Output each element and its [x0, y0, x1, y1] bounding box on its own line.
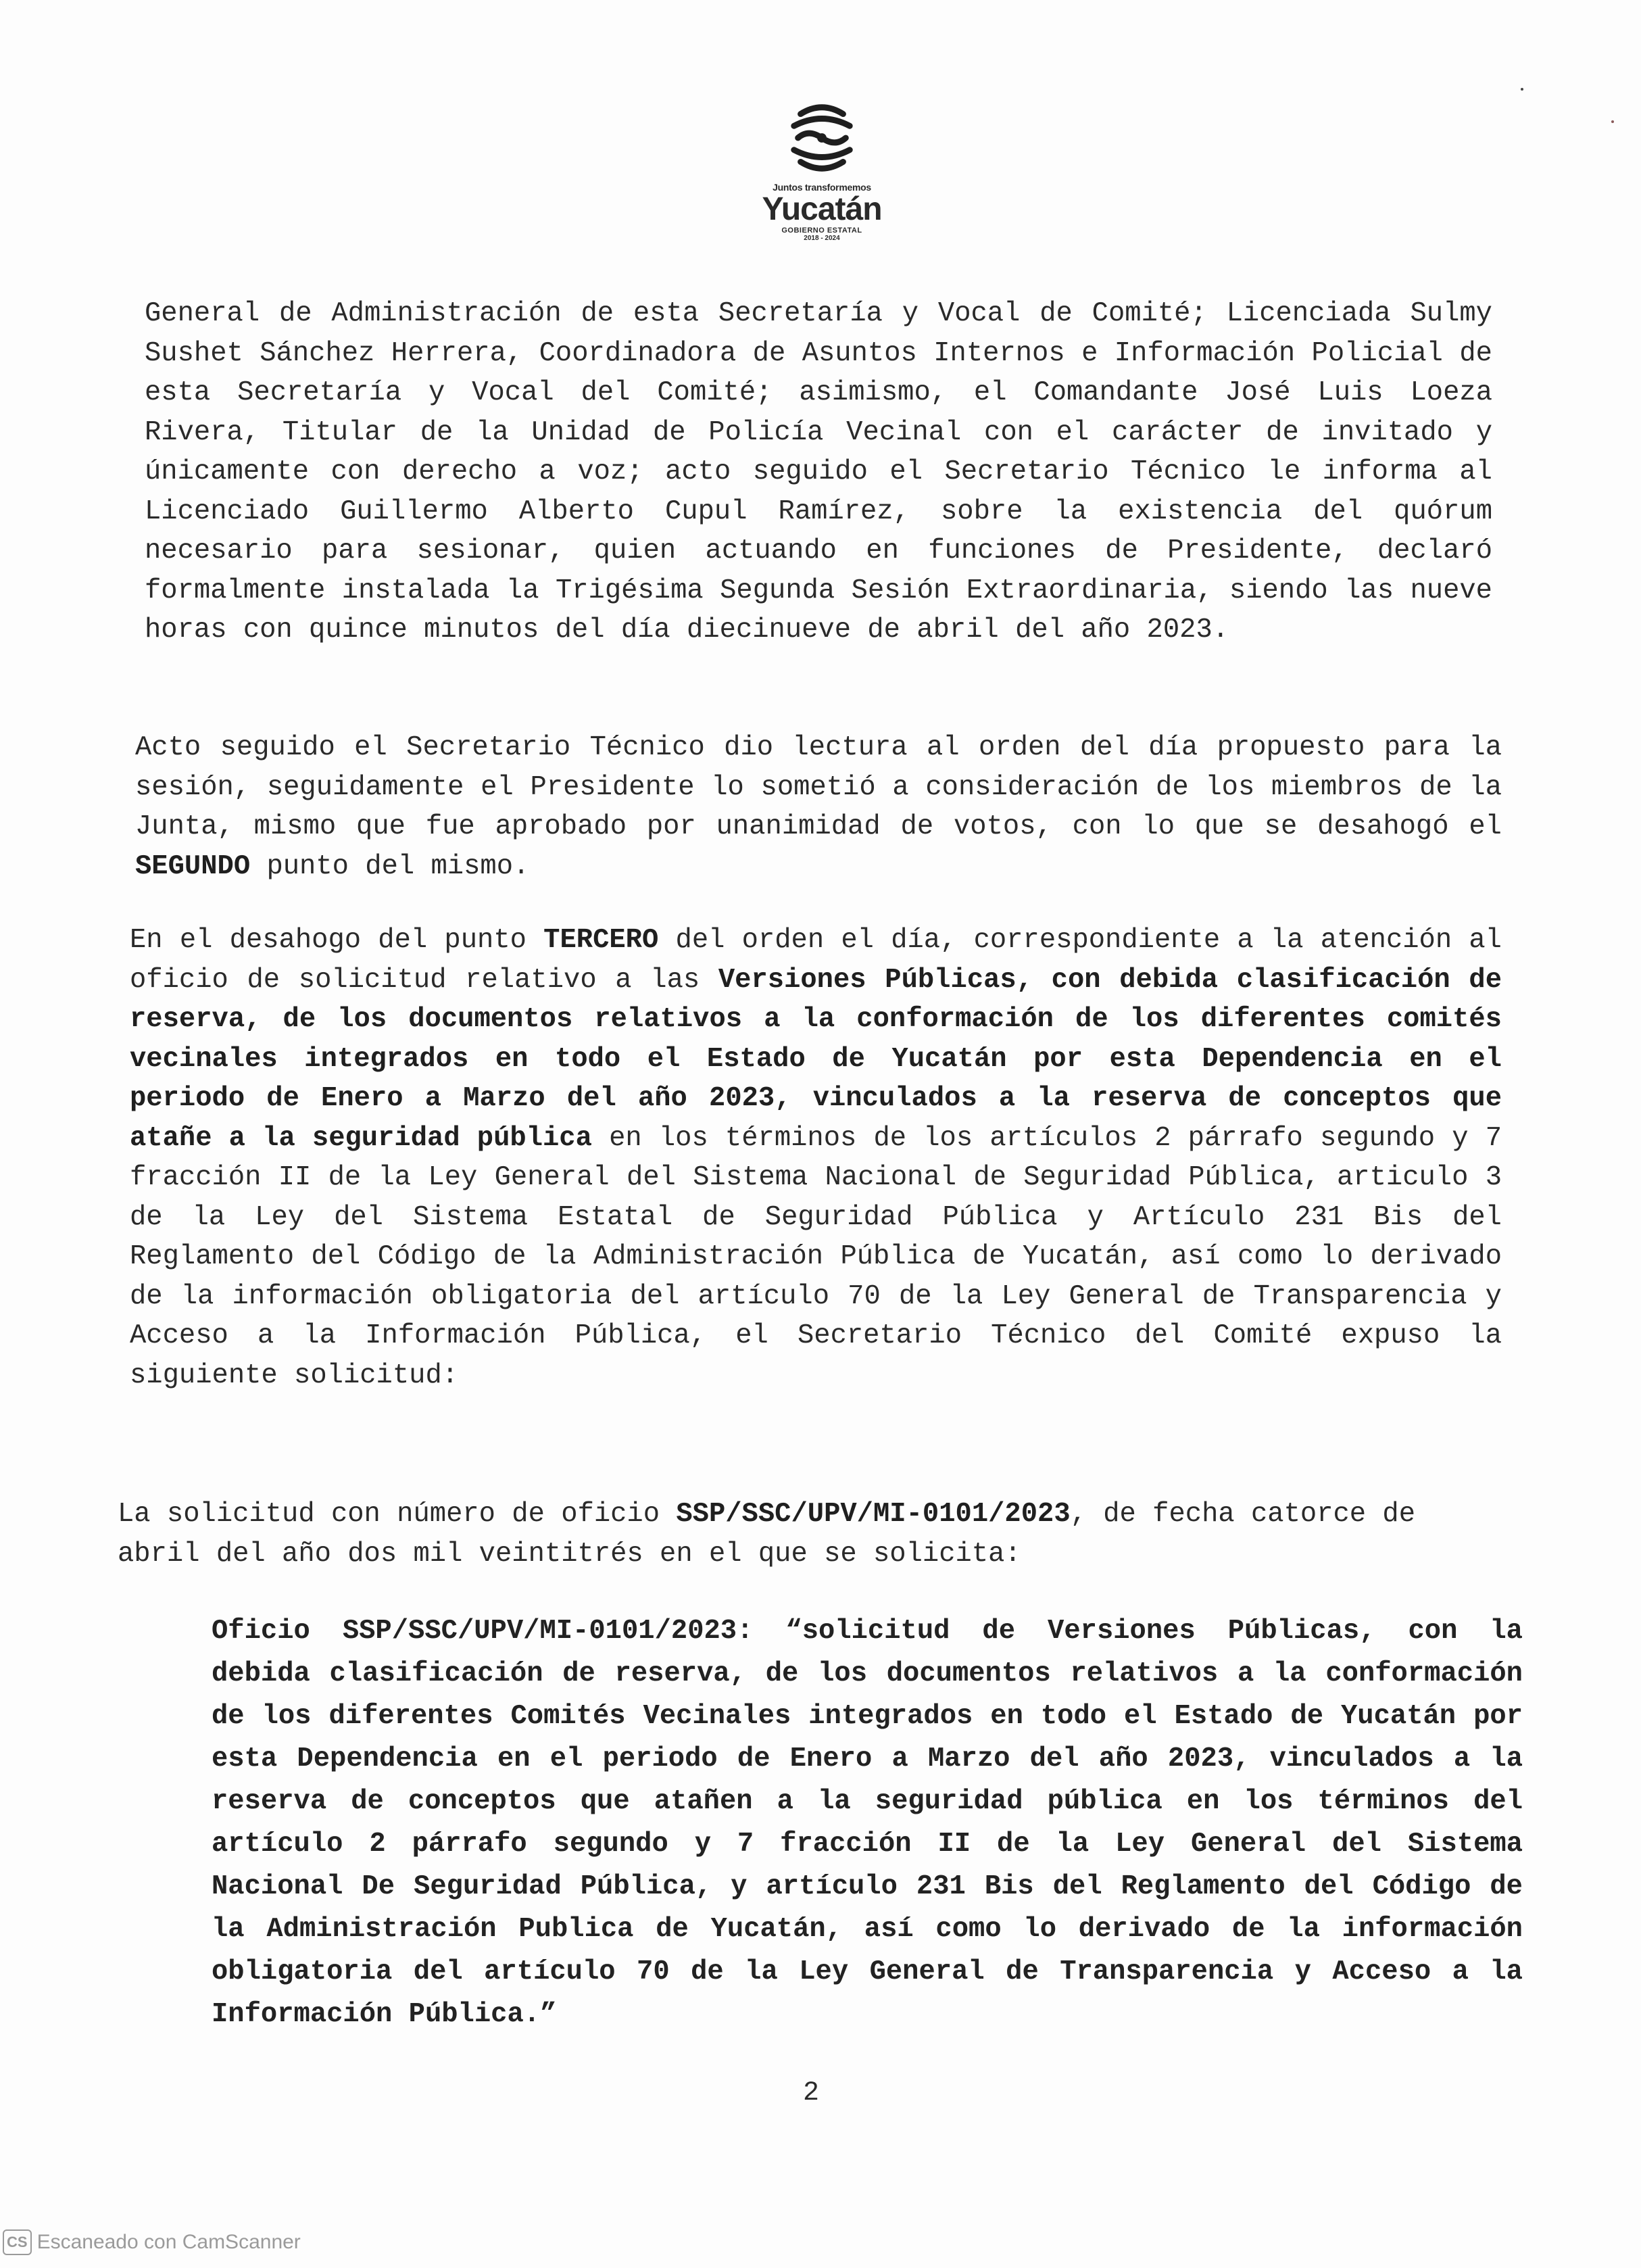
paragraph-text: La solicitud con número de oficio	[118, 1499, 677, 1530]
paragraph-text: punto del mismo.	[250, 850, 530, 882]
logo-government-label: GOBIERNO ESTATAL	[781, 226, 862, 235]
logo-years: 2018 - 2024	[804, 235, 840, 242]
paragraph-request	[118, 1495, 1502, 1574]
quote-text: Oficio SSP/SSC/UPV/MI-0101/2023: “solicitud de Versiones Públicas, con la debida clasificación de reserva, de los documentos relativos a la conformación de los diferentes Comités Vecinales integrados en todo el Estado de Yucatán por esta Dependencia en el periodo de Enero a Marzo del año 2023, vinculados a la reserva de conceptos que atañen a la seguridad pública en los términos del artículo 2 párrafo segundo y 7 fracción II de la Ley General del Sistema Nacional De Seguridad Pública, y artículo 231 Bis del Reglamento del Código de la Administración Publica de Yucatán, así como lo derivado de la información obligatoria del artículo 70 de la Ley General de Transparencia y Acceso a la Información Pública.”	[212, 1616, 1523, 2030]
paragraph-text: en los términos de los artículos 2 párrafo segundo y 7 fracción II de la Ley General del Sistema Nacional de Seguridad Pública, articulo 3 de la Ley del Sistema Estatal de Seguridad Pública y Artículo 231 Bis del Reglamento del Código de la Administración Pública de Yucatán, así como lo derivado de la información obligatoria del artículo 70 de la Ley General de Transparencia y Acceso a la Información Pública, el Secretario Técnico del Comité expuso la siguiente solicitud:	[130, 1122, 1502, 1391]
bold-segundo: SEGUNDO	[135, 850, 251, 882]
camscanner-logo-icon: CS	[3, 2229, 32, 2255]
paragraph-text: del orden el día, correspondiente a la atención al oficio de solicitud relativo a las	[130, 925, 1502, 996]
paragraph-text: Acto seguido el Secretario Técnico dio lectura al orden del día propuesto para la sesión, seguidamente el Presidente lo sometió a consideración de los miembros de la Junta, mismo que fue aprobado por unanimidad de votos, con lo que se desahogó el	[135, 732, 1502, 842]
logo-state-name: Yucatán	[762, 191, 882, 227]
scanner-text: Escaneado con CamScanner	[36, 2231, 301, 2253]
scanner-watermark	[3, 2229, 301, 2255]
bold-tercero: TERCERO	[543, 925, 659, 956]
bold-office-number: SSP/SSC/UPV/MI-0101/2023	[676, 1499, 1071, 1530]
page-number: 2	[803, 2078, 820, 2108]
yucatan-emblem-icon	[782, 98, 862, 178]
quoted-office-request	[212, 1610, 1523, 2036]
scan-speck	[1521, 88, 1523, 91]
scan-speck	[1611, 120, 1614, 123]
paragraph-text: , de fecha catorce de abril del año dos mil veintitrés en el que se solicita:	[118, 1499, 1416, 1570]
paragraph-third-point	[130, 921, 1502, 1395]
government-logo	[743, 98, 900, 242]
paragraph-text: General de Administración de esta Secretaría y Vocal de Comité; Licenciada Sulmy Sushet Sánchez Herrera, Coordinadora de Asuntos Internos e Información Policial de esta Secretaría y Vocal del Comité; asimismo, el Comandante José Luis Loeza Rivera, Titular de la Unidad de Policía Vecinal con el carácter de invitado y únicamente con derecho a voz; acto seguido el Secretario Técnico le informa al Licenciado Guillermo Alberto Cupul Ramírez, sobre la existencia del quórum necesario para sesionar, quien actuando en funciones de Presidente, declaró formalmente instalada la Trigésima Segunda Sesión Extraordinaria, siendo las nueve horas con quince minutos del día diecinueve de abril del año 2023.	[145, 298, 1492, 646]
paragraph-session-installation	[145, 294, 1492, 650]
bold-public-versions: Versiones Públicas, con debida clasificación de reserva, de los documentos relativos a la conformación de los diferentes comités vecinales integrados en todo el Estado de Yucatán por esta Dependencia en el periodo de Enero a Marzo del año 2023, vinculados a la reserva de conceptos que atañe a la seguridad pública	[130, 964, 1502, 1154]
paragraph-agenda-approval	[135, 728, 1502, 886]
paragraph-text: En el desahogo del punto	[130, 925, 544, 956]
logo-tagline: Juntos transformemos	[773, 182, 871, 193]
